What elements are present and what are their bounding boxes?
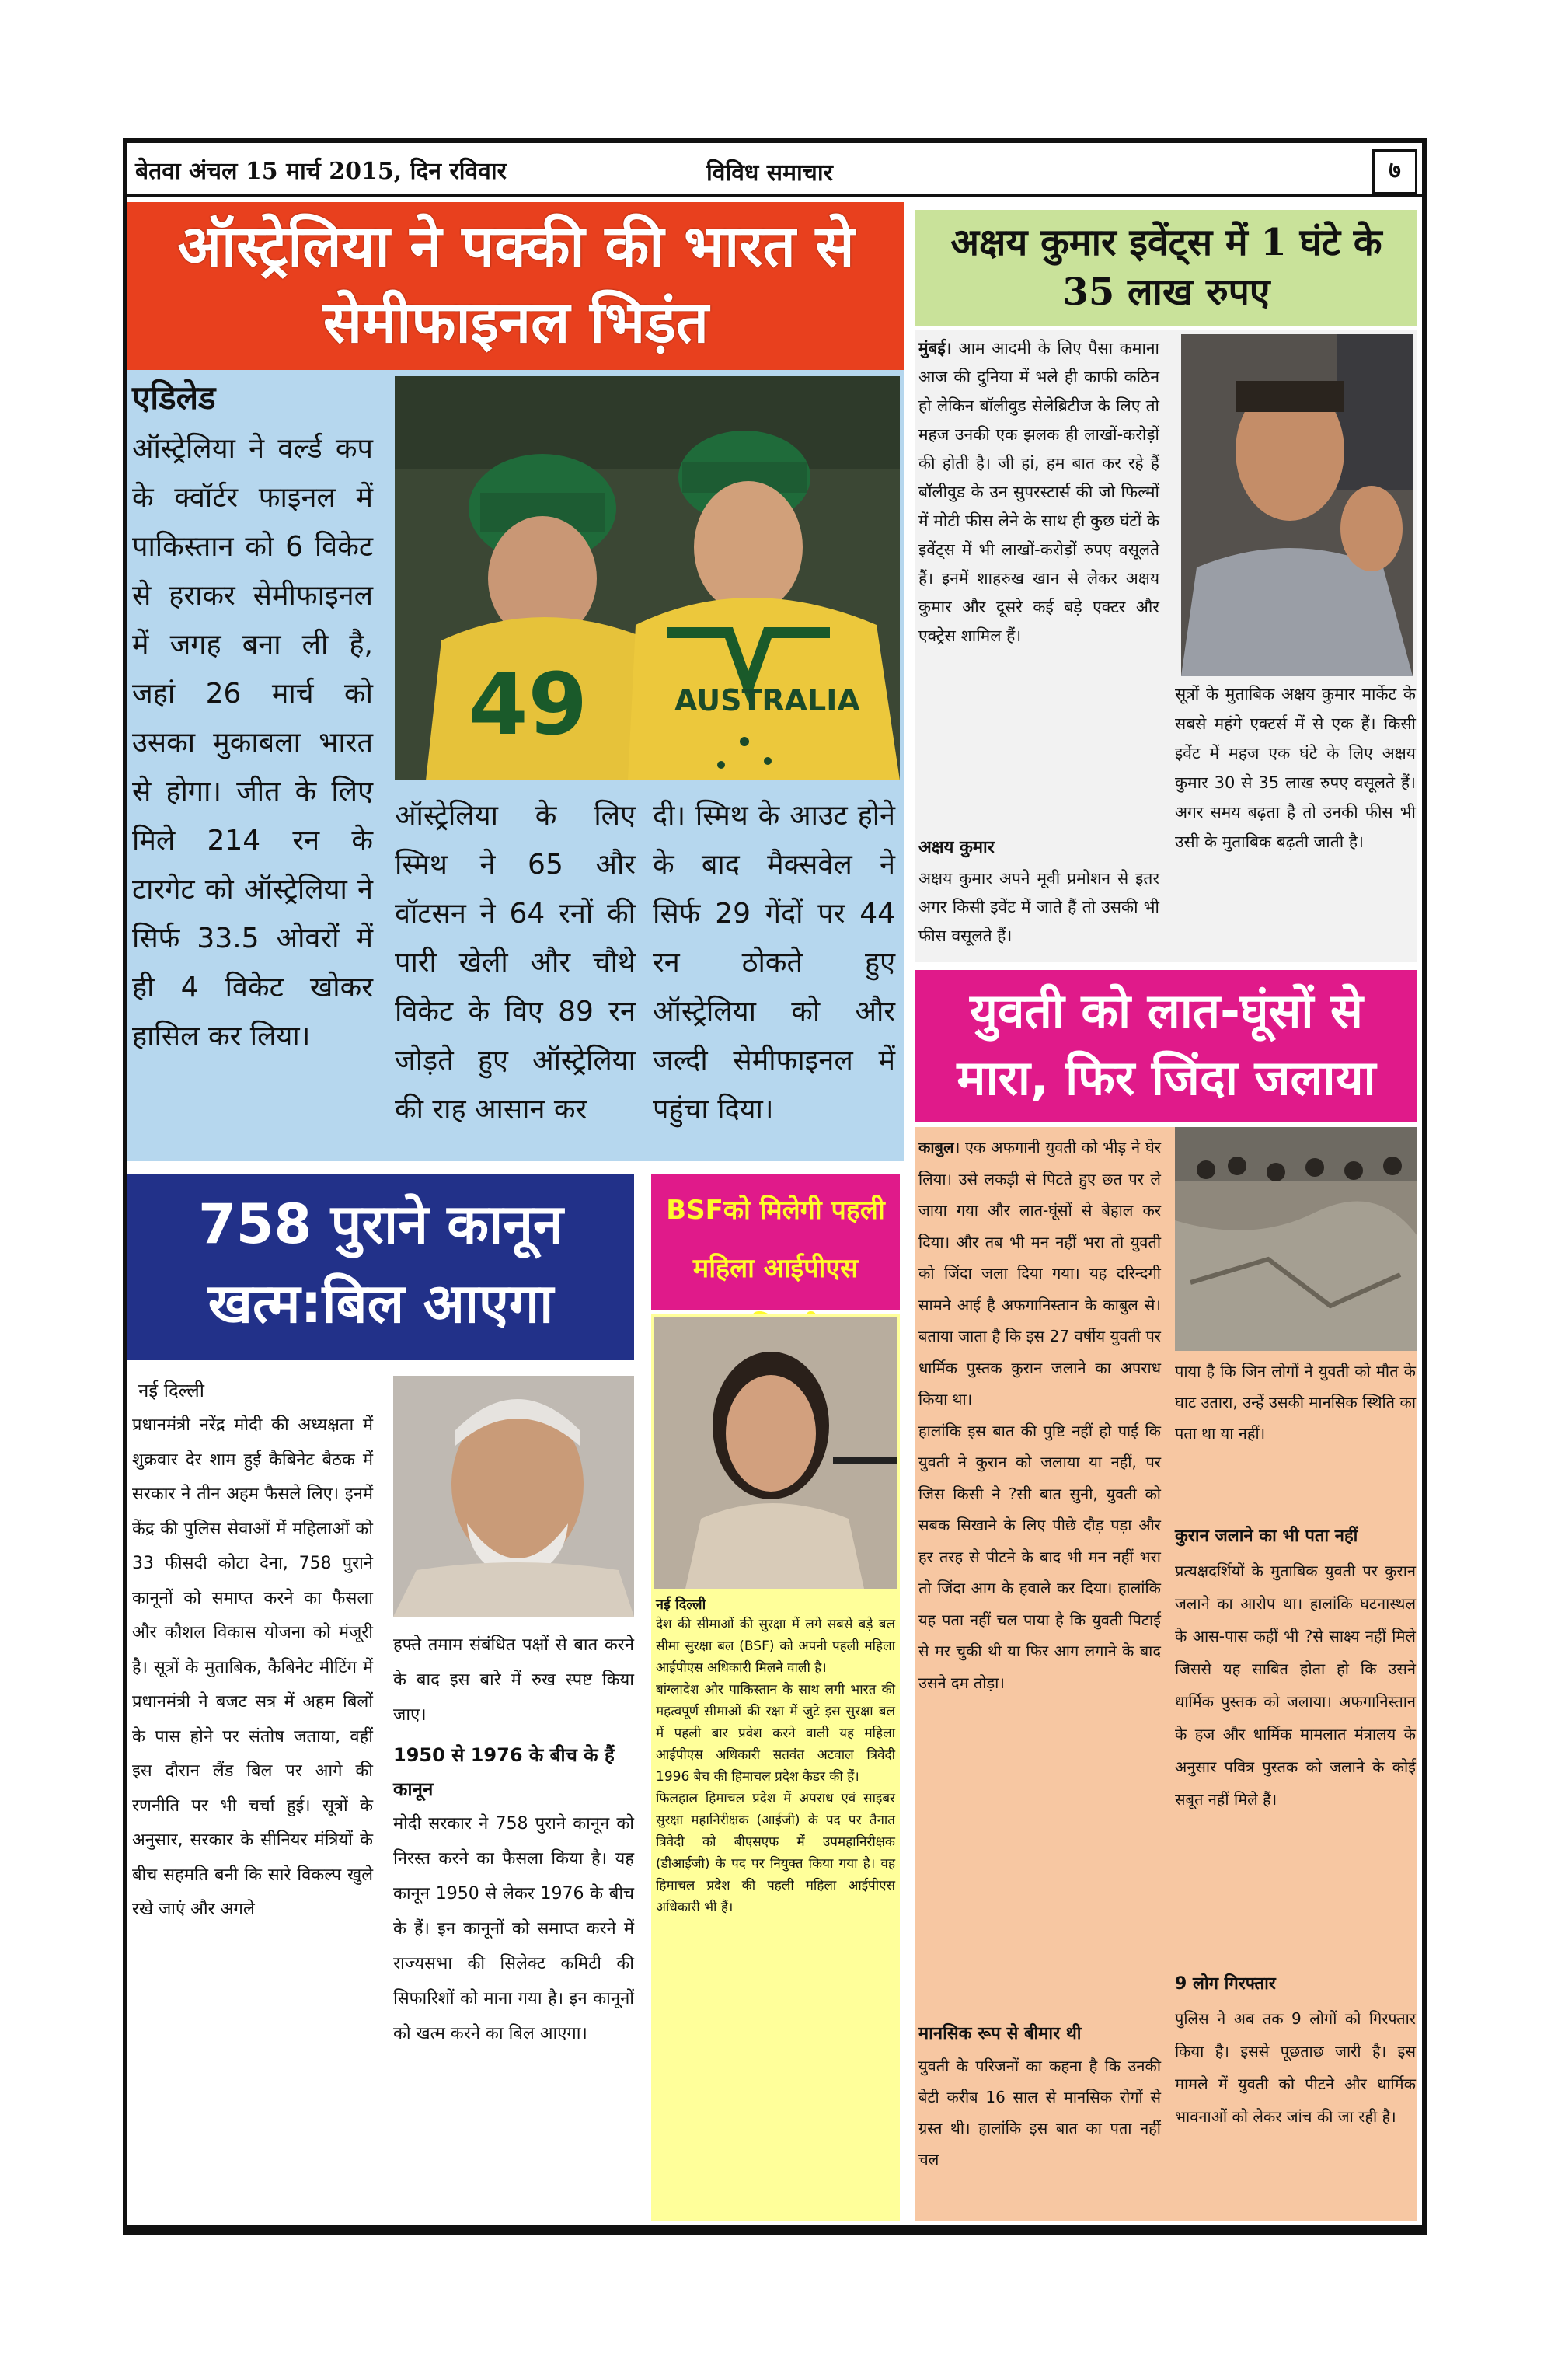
kabul-subhead2: कुरान जलाने का भी पता नहीं (1175, 1527, 1358, 1546)
kabul-subhead3: 9 लोग गिरफ्तार (1175, 1974, 1276, 1994)
kabul-col1b: युवती के परिजनों का कहना है कि उनकी बेटी करीब 16 साल से मानसिक रोगों से ग्रस्त थी। हालांकि इस बात का पता नहीं चल (918, 2057, 1161, 2169)
kabul-subhead1: मानसिक रूप से बीमार थी (918, 2024, 1082, 2043)
laws-headline-box (127, 1174, 634, 1360)
kabul-col2b: प्रत्यक्षदर्शियों के मुताबिक युवती पर कुरान जलाने का आरोप था। हालांकि घटनास्थल के आस-पास कहीं भी ?से साक्ष्य नहीं मिले जिससे यह साबित होता हो कि उसने धार्मिक पुस्तक को जलाया। अफगानिस्तान के हज और धार्मिक मामलात मंत्रालय के अनुसार पवित्र पुस्तक को जलाने के कोई सबूत नहीं मिले हैं। (1175, 1562, 1416, 1809)
page-number: ७ (1372, 149, 1417, 194)
bsf-photo (654, 1317, 897, 1589)
laws-col2a: हफ्ते तमाम संबंधित पक्षों से बात करने के बाद इस बारे में रुख स्पष्ट किया जाए। (393, 1635, 634, 1725)
australia-headline: ऑस्ट्रेलिया ने पक्की की भारत से सेमीफाइनल भिड़ंत (177, 213, 855, 356)
akshay-lead: मुंबई। (918, 339, 952, 358)
australia-dateline: एडिलेड (132, 379, 216, 417)
kabul-headline: युवती को लात-घूंसों से मारा, फिर जिंदा जलाया (957, 982, 1376, 1106)
kabul-col2c: पुलिस ने अब तक 9 लोगों को गिरफ्तार किया है। इससे पूछताछ जारी है। इस मामले में युवती को पीटने और धार्मिक भावनाओं को लेकर जांच की जा रही है। (1175, 2009, 1416, 2126)
akshay-col1b: अक्षय कुमार अपने मूवी प्रमोशन से इतर अगर किसी इवेंट में जाते हैं तो उसकी भी फीस वसूलते हैं। (918, 869, 1159, 945)
akshay-photo (1181, 334, 1413, 676)
kabul-lead: काबुल। (918, 1138, 960, 1157)
laws-subhead: 1950 से 1976 के बीच के हैं कानून (393, 1744, 615, 1800)
australia-headline-box (127, 202, 904, 370)
akshay-headline: अक्षय कुमार इवेंट्स में 1 घंटे के 35 लाख रुपए (950, 221, 1382, 314)
svg-text:49: 49 (469, 654, 588, 754)
kabul-col1a (918, 1132, 1161, 1698)
modi-photo (393, 1376, 634, 1617)
laws-col1: प्रधानमंत्री नरेंद्र मोदी की अध्यक्षता में शुक्रवार देर शाम हुई कैबिनेट बैठक में सरकार ने तीन अहम फैसले लिए। इनमें केंद्र की पुलिस सेवाओं में महिलाओं को 33 फीसदी कोटा देना, 758 पुराने कानूनों को समाप्त करने का फैसला और कौशल विकास योजना को मंजूरी है। सूत्रों के मुताबिक, कैबिनेट मीटिंग में प्रधानमंत्री ने बजट सत्र में अहम बिलों के पास होने पर संतोष जताया, वहीं इस दौरान लैंड बिल पर आगे की रणनीति पर भी चर्चा हुई। सूत्रों के अनुसार, सरकार के सीनियर मंत्रियों के बीच सहमति बनी कि सारे विकल्प खुले रखे जाएं और अगले (132, 1415, 373, 1919)
laws-dateline: नई दिल्ली (138, 1380, 205, 1401)
bsf-dateline: नई दिल्ली (656, 1597, 706, 1613)
akshay-headline-box (915, 210, 1417, 326)
kabul-col2a: पाया है कि जिन लोगों ने युवती को मौत के घाट उतारा, उन्हें उसकी मानसिक स्थिति का पता था या नहीं। (1175, 1362, 1416, 1443)
laws-headline: 758 पुराने कानून खत्म:बिल आएगा (198, 1192, 563, 1335)
bsf-headline: BSFको मिलेगी पहली महिला आईपीएस (666, 1195, 885, 1284)
modi-portrait (393, 1376, 634, 1617)
akshay-body: आम आदमी के लिए पैसा कमाना आज की दुनिया में भले ही काफी कठिन हो लेकिन बॉलीवुड सेलेब्रिटीज के लिए तो महज उनकी एक झलक ही लाखों-करोड़ों की होती है। जी हां, हम बात कर रहे हैं बॉलीवुड के उन सुपरस्टार्स की जो फिल्मों में मोटी फीस लेने के साथ ही कुछ घंटों के इवेंट्स में भी लाखों-करोड़ों रुपए वसूलते हैं। इनमें शाहरुख खान से लेकर अक्षय कुमार और दूसरे कई बड़े एक्टर और एक्ट्रेस शामिल हैं। (918, 339, 1159, 645)
header-section: विविध समाचार (706, 159, 833, 187)
page-header (127, 145, 1422, 197)
bsf-body: देश की सीमाओं की सुरक्षा में लगे सबसे बड़े बल सीमा सुरक्षा बल (BSF) को अपनी पहली महिला आईपीएस अधिकारी मिलने वाली है। बांग्लादेश और पाकिस्तान के साथ लगी भारत की महत्वपूर्ण सीमाओं की रक्षा में जुटे इस सुरक्षा बल में पहली बार प्रवेश करने वाली यह महिला आईपीएस अधिकारी सतवंत अटवाल त्रिवेदी 1996 बैच की हिमाचल प्रदेश कैडर की हैं। फिलहाल हिमाचल प्रदेश में अपराध एवं साइबर सुरक्षा महानिरीक्षक (आईजी) के पद पर तैनात त्रिवेदी को बीएसएफ में उपमहानिरीक्षक (डीआईजी) के पद पर नियुक्त किया गया है। वह हिमाचल प्रदेश की पहली महिला आईपीएस अधिकारी भी हैं। (656, 1617, 895, 1915)
officer-portrait (654, 1317, 897, 1589)
akshay-col1 (918, 334, 1159, 651)
kabul-headline-box (915, 970, 1417, 1122)
jersey-text: AUSTRALIA (674, 683, 860, 717)
australia-col3: दी। स्मिथ के आउट होने के बाद मैक्सवेल ने सिर्फ 29 गेंदों पर 44 रन ठोकते हुए ऑस्ट्रेलिया को और जल्दी सेमीफाइनल में पहुंचा दिया। (653, 800, 895, 1125)
laws-col2b: मोदी सरकार ने 758 पुराने कानून को निरस्त करने का फैसला किया है। यह कानून 1950 से लेकर 1976 के बीच के हैं। इन कानूनों को समाप्त करने में राज्यसभा की सिलेक्ट कमिटी की सिफारिशों को माना गया है। इन कानूनों को खत्म करने का बिल आएगा। (393, 1814, 634, 2043)
kabul-photo (1175, 1127, 1417, 1351)
akshay-subhead: अक्षय कुमार (918, 838, 995, 857)
australia-photo (395, 376, 900, 780)
australia-col1: ऑस्ट्रेलिया ने वर्ल्ड कप के क्वॉर्टर फाइनल में पाकिस्तान को 6 विकेट से हराकर सेमीफाइनल में जगह बना ली है, जहां 26 मार्च को उसका मुकाबला भारत से होगा। जीत के लिए मिले 214 रन के टारगेट को ऑस्ट्रेलिया ने सिर्फ 33.5 ओवरों में ही 4 विकेट खोकर हासिल कर लिया। (132, 433, 373, 1052)
akshay-col2: सूत्रों के मुताबिक अक्षय कुमार मार्केट के सबसे महंगे एक्टर्स में से एक हैं। किसी इवेंट में महज एक घंटे के लिए अक्षय कुमार 30 से 35 लाख रुपए वसूलते हैं। अगर समय बढ़ता है तो उनकी फीस भी उसी के मुताबिक बढ़ती जाती है। (1175, 685, 1416, 851)
australia-col2: ऑस्ट्रेलिया के लिए स्मिथ ने 65 और वॉटसन ने 64 रनों की पारी खेली और चौथे विकेट के विए 89 रन जोड़ते हुए ऑस्ट्रेलिया की राह आसान कर (395, 800, 636, 1125)
bottom-rule (123, 2225, 1427, 2235)
cricketers-illustration (395, 376, 900, 780)
bsf-headline-box (651, 1174, 900, 1310)
header-paper-date: बेतवा अंचल 15 मार्च 2015, दिन रविवार (135, 158, 507, 185)
kabul-body: एक अफगानी युवती को भीड़ ने घेर लिया। उसे लकड़ी से पिटते हुए छत पर ले जाया गया और लात-घूंसों से बेहाल कर दिया। और तब भी मन नहीं भरा तो युवती को जिंदा जला दिया गया। यह दरिन्दगी सामने आई है अफगानिस्तान के काबुल से। बताया जाता है कि इस 27 वर्षीय युवती पर धार्मिक पुस्तक कुरान जलाने का अपराध किया था। हालांकि इस बात की पुष्टि नहीं हो पाई कि युवती ने कुरान को जलाया या नहीं, पर जिस किसी ने ?सी बात सुनी, युवती को सबक सिखाने के लिए पीछे दौड़ पड़ा और हर तरह से पीटने के बाद भी मन नहीं भरा तो जिंदा आग के हवाले कर दिया। हालांकि यह पता नहीं चल पाया है कि युवती पिटाई से मर चुकी थी या फिर आग लगाने के बाद उसने दम तोड़ा। (918, 1138, 1161, 1692)
crowd-riverbank-image (1175, 1127, 1417, 1351)
akshay-portrait (1181, 334, 1413, 676)
